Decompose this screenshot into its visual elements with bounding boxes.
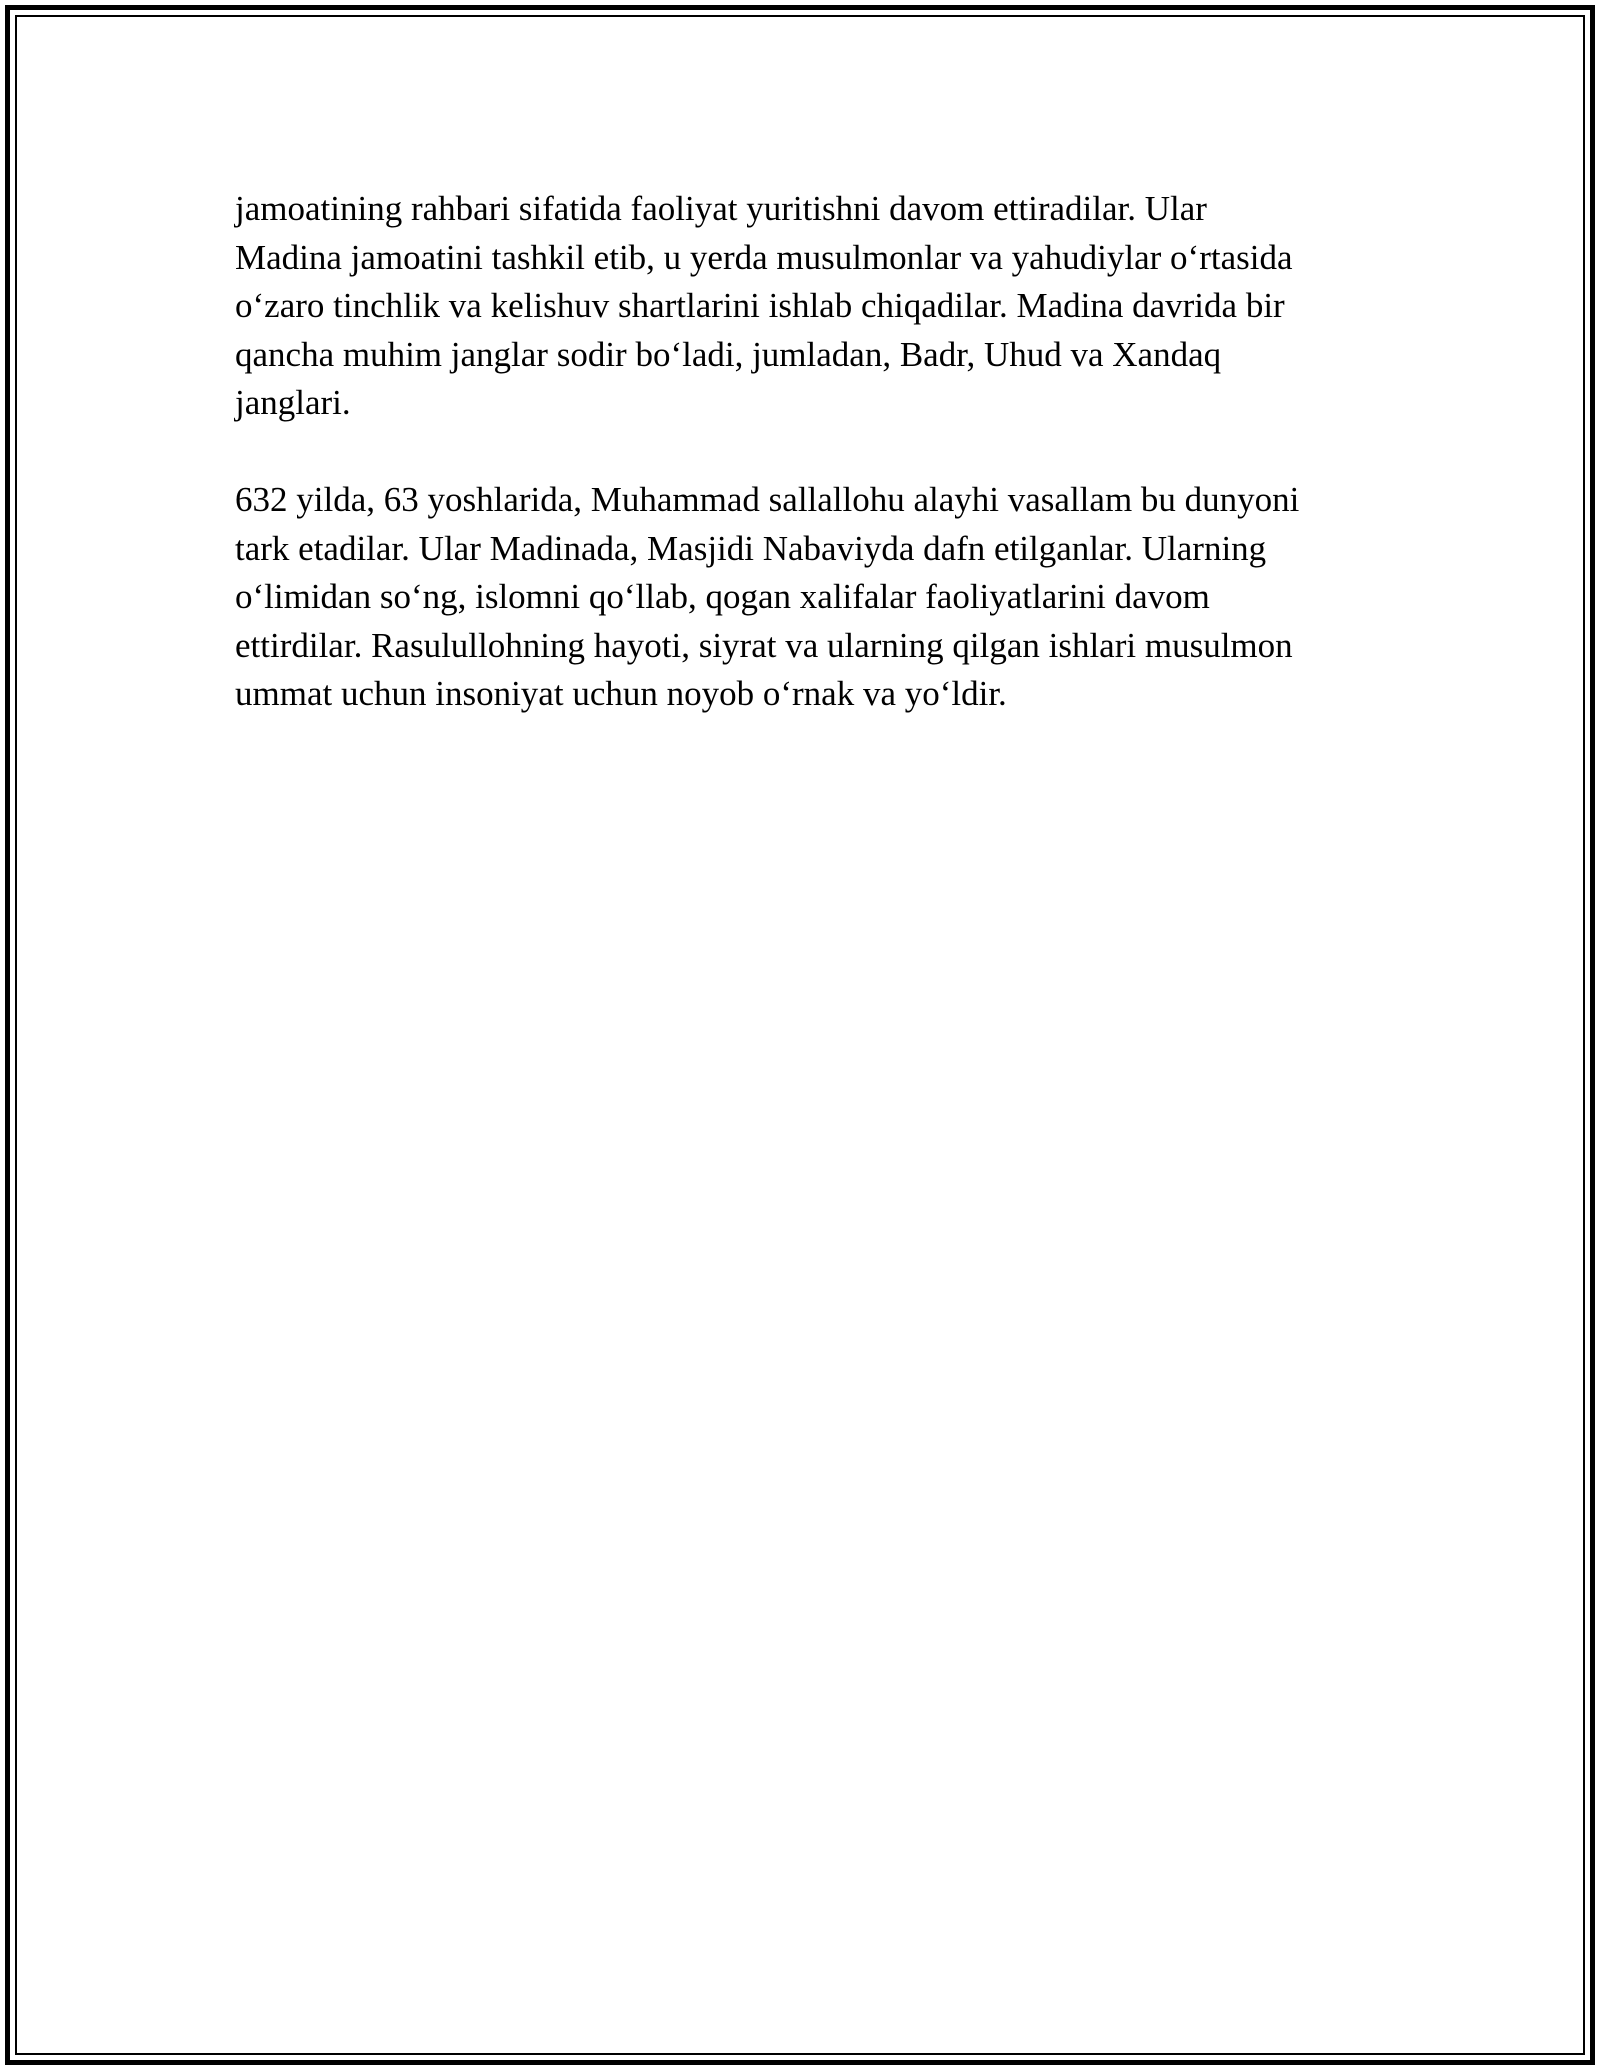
document-body — [235, 185, 1365, 767]
text-line: janglari. — [235, 383, 351, 422]
text-line: 632 yilda, 63 yoshlarida, Muhammad sallallohu alayhi vasallam bu dunyoni — [235, 480, 1300, 519]
text-line: ummat uchun insoniyat uchun noyob o‘rnak va yo‘ldir. — [235, 674, 1007, 713]
text-line: ettirdilar. Rasulullohning hayoti, siyrat va ularning qilgan ishlari musulmon — [235, 625, 1293, 665]
paragraph-1 — [235, 185, 1365, 428]
text-line: Madina jamoatini tashkil etib, u yerda musulmonlar va yahudiylar o‘rtasida — [235, 237, 1293, 277]
text-line: o‘zaro tinchlik va kelishuv shartlarini ishlab chiqadilar. Madina davrida bir — [235, 286, 1285, 325]
text-line: qancha muhim janglar sodir bo‘ladi, jumladan, Badr, Uhud va Xandaq — [235, 334, 1222, 374]
text-line: tark etadilar. Ular Madinada, Masjidi Nabaviyda dafn etilganlar. Ularning — [235, 528, 1267, 568]
text-line: o‘limidan so‘ng, islomni qo‘llab, qogan xalifalar faoliyatlarini davom — [235, 577, 1210, 616]
paragraph-2 — [235, 476, 1365, 719]
text-line: jamoatining rahbari sifatida faoliyat yuritishni davom ettiradilar. Ular — [235, 189, 1207, 228]
